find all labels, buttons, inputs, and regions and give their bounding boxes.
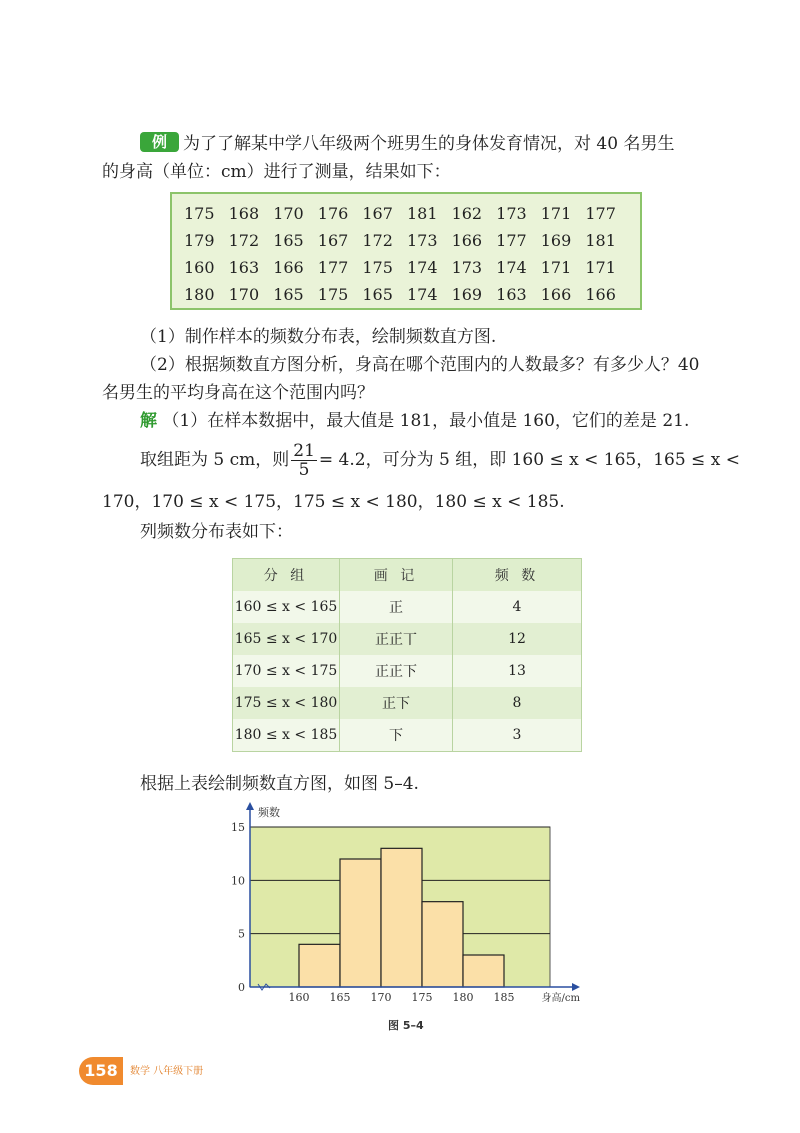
x-tick-label: 165 bbox=[329, 991, 351, 1004]
example-line-1 bbox=[140, 130, 674, 158]
y-axis-arrow bbox=[246, 802, 254, 810]
x-tick-label: 170 bbox=[370, 991, 392, 1004]
solution-line-5: 根据上表绘制频数直方图，如图 5–4. bbox=[140, 774, 419, 794]
data-grid-row bbox=[184, 200, 630, 227]
tally-cell: 下 bbox=[340, 719, 453, 752]
data-grid-cell: 179 bbox=[184, 231, 215, 250]
frequency-table-header bbox=[233, 559, 582, 592]
header-count: 频 数 bbox=[453, 559, 582, 592]
raw-data-table bbox=[184, 200, 630, 308]
fraction bbox=[291, 442, 317, 479]
data-grid-cell: 175 bbox=[317, 285, 349, 304]
solution-line-2 bbox=[140, 442, 740, 479]
frequency-table-row bbox=[233, 719, 582, 752]
data-grid-cell: 163 bbox=[228, 258, 260, 277]
data-grid-cell: 174 bbox=[496, 258, 527, 277]
book-title: 数学 八年级下册 bbox=[130, 1066, 204, 1077]
group-cell: 180 ≤ x < 185 bbox=[233, 719, 340, 752]
histogram-bar bbox=[340, 859, 381, 987]
figure-caption: 图 5–4 bbox=[388, 1019, 424, 1032]
raw-data-box bbox=[170, 192, 642, 310]
data-grid-cell: 177 bbox=[496, 231, 527, 250]
example-badge: 例 bbox=[140, 132, 179, 152]
header-tally: 画 记 bbox=[340, 559, 453, 592]
frequency-table-row bbox=[233, 623, 582, 655]
data-grid-cell: 177 bbox=[585, 204, 616, 223]
solution-label: 解 bbox=[140, 411, 157, 431]
data-grid-cell: 163 bbox=[496, 285, 527, 304]
data-grid-cell: 166 bbox=[273, 258, 304, 277]
data-grid-cell: 165 bbox=[362, 285, 393, 304]
data-grid-cell: 175 bbox=[184, 204, 215, 223]
data-grid-row bbox=[184, 254, 630, 281]
example-text-1: 为了了解某中学八年级两个班男生的身体发育情况，对 40 名男生 bbox=[183, 134, 675, 154]
tally-cell: 正正下 bbox=[340, 655, 453, 687]
y-axis-title: 频数 bbox=[258, 806, 280, 819]
data-grid-cell: 173 bbox=[496, 204, 527, 223]
frequency-table-row bbox=[233, 591, 582, 623]
count-cell: 8 bbox=[453, 687, 582, 719]
question-2-line-2: 名男生的平均身高在这个范围内吗？ bbox=[102, 383, 374, 403]
histogram-bar bbox=[381, 848, 422, 987]
data-grid-cell: 171 bbox=[585, 258, 616, 277]
data-grid-row bbox=[184, 281, 630, 308]
data-grid-row bbox=[184, 227, 630, 254]
page-number: 158 bbox=[79, 1057, 123, 1085]
tally-cell: 正 bbox=[340, 591, 453, 623]
group-cell: 160 ≤ x < 165 bbox=[233, 591, 340, 623]
count-cell: 13 bbox=[453, 655, 582, 687]
data-grid-cell: 181 bbox=[585, 231, 616, 250]
data-grid-cell: 169 bbox=[540, 231, 572, 250]
tally-cell: 正正丅 bbox=[340, 623, 453, 655]
solution-line-4: 列频数分布表如下： bbox=[140, 522, 293, 542]
group-cell: 170 ≤ x < 175 bbox=[233, 655, 340, 687]
frequency-histogram bbox=[220, 800, 590, 1010]
question-2-line-1: （2）根据频数直方图分析，身高在哪个范围内的人数最多？有多少人？40 bbox=[140, 355, 700, 375]
data-grid-cell: 162 bbox=[451, 204, 483, 223]
data-grid-cell: 166 bbox=[451, 231, 483, 250]
data-grid-cell: 166 bbox=[585, 285, 616, 304]
histogram-bar bbox=[422, 902, 463, 987]
y-tick-label: 0 bbox=[238, 981, 245, 994]
solution-text-2b: = 4.2，可分为 5 组，即 160 ≤ x < 165，165 ≤ x < bbox=[318, 450, 740, 470]
x-axis-arrow bbox=[572, 983, 580, 991]
data-grid-cell: 166 bbox=[540, 285, 572, 304]
count-cell: 3 bbox=[453, 719, 582, 752]
data-grid-cell: 180 bbox=[184, 285, 215, 304]
data-grid-cell: 173 bbox=[406, 231, 438, 250]
solution-line-1 bbox=[140, 407, 689, 435]
solution-text-1: （1）在样本数据中，最大值是 181，最小值是 160，它们的差是 21. bbox=[162, 411, 690, 431]
data-grid-cell: 167 bbox=[362, 204, 393, 223]
data-grid-cell: 171 bbox=[540, 258, 572, 277]
data-grid-cell: 174 bbox=[406, 258, 438, 277]
y-tick-label: 10 bbox=[231, 874, 245, 888]
histogram-bar bbox=[463, 955, 504, 987]
frequency-table-row bbox=[233, 687, 582, 719]
x-tick-label: 180 bbox=[452, 991, 474, 1004]
example-line-2: 的身高（单位：cm）进行了测量，结果如下： bbox=[102, 162, 451, 182]
data-grid-cell: 176 bbox=[317, 204, 349, 223]
solution-text-2a: 取组距为 5 cm，则 bbox=[140, 450, 290, 470]
fraction-denominator: 5 bbox=[298, 460, 310, 480]
question-1: （1）制作样本的频数分布表，绘制频数直方图. bbox=[140, 327, 497, 347]
frequency-table bbox=[232, 558, 582, 752]
data-grid-cell: 168 bbox=[228, 204, 260, 223]
x-tick-label: 160 bbox=[288, 991, 310, 1004]
data-grid-cell: 169 bbox=[451, 285, 483, 304]
data-grid-cell: 175 bbox=[362, 258, 393, 277]
data-grid-cell: 173 bbox=[451, 258, 483, 277]
y-tick-label: 15 bbox=[231, 821, 245, 834]
tally-cell: 正下 bbox=[340, 687, 453, 719]
data-grid-cell: 174 bbox=[406, 285, 438, 304]
histogram-bar bbox=[299, 944, 340, 987]
data-grid-cell: 165 bbox=[273, 285, 304, 304]
x-tick-label: 185 bbox=[493, 991, 515, 1004]
header-group: 分 组 bbox=[233, 559, 340, 592]
count-cell: 12 bbox=[453, 623, 582, 655]
data-grid-cell: 172 bbox=[362, 231, 393, 250]
x-axis-title: 身高/cm bbox=[541, 993, 580, 1004]
y-tick-label: 5 bbox=[238, 927, 245, 941]
frequency-table-row bbox=[233, 655, 582, 687]
data-grid-cell: 160 bbox=[184, 258, 215, 277]
data-grid-cell: 165 bbox=[273, 231, 304, 250]
x-tick-label: 175 bbox=[411, 991, 433, 1004]
data-grid-cell: 167 bbox=[317, 231, 349, 250]
count-cell: 4 bbox=[453, 591, 582, 623]
data-grid-cell: 172 bbox=[228, 231, 260, 250]
data-grid-cell: 170 bbox=[228, 285, 260, 304]
data-grid-cell: 177 bbox=[317, 258, 349, 277]
solution-line-3: 170，170 ≤ x < 175，175 ≤ x < 180，180 ≤ x < 185. bbox=[102, 492, 565, 512]
data-grid-cell: 170 bbox=[273, 204, 304, 223]
group-cell: 165 ≤ x < 170 bbox=[233, 623, 340, 655]
data-grid-cell: 181 bbox=[406, 204, 438, 223]
fraction-numerator: 21 bbox=[293, 441, 315, 461]
data-grid-cell: 171 bbox=[540, 204, 572, 223]
group-cell: 175 ≤ x < 180 bbox=[233, 687, 340, 719]
